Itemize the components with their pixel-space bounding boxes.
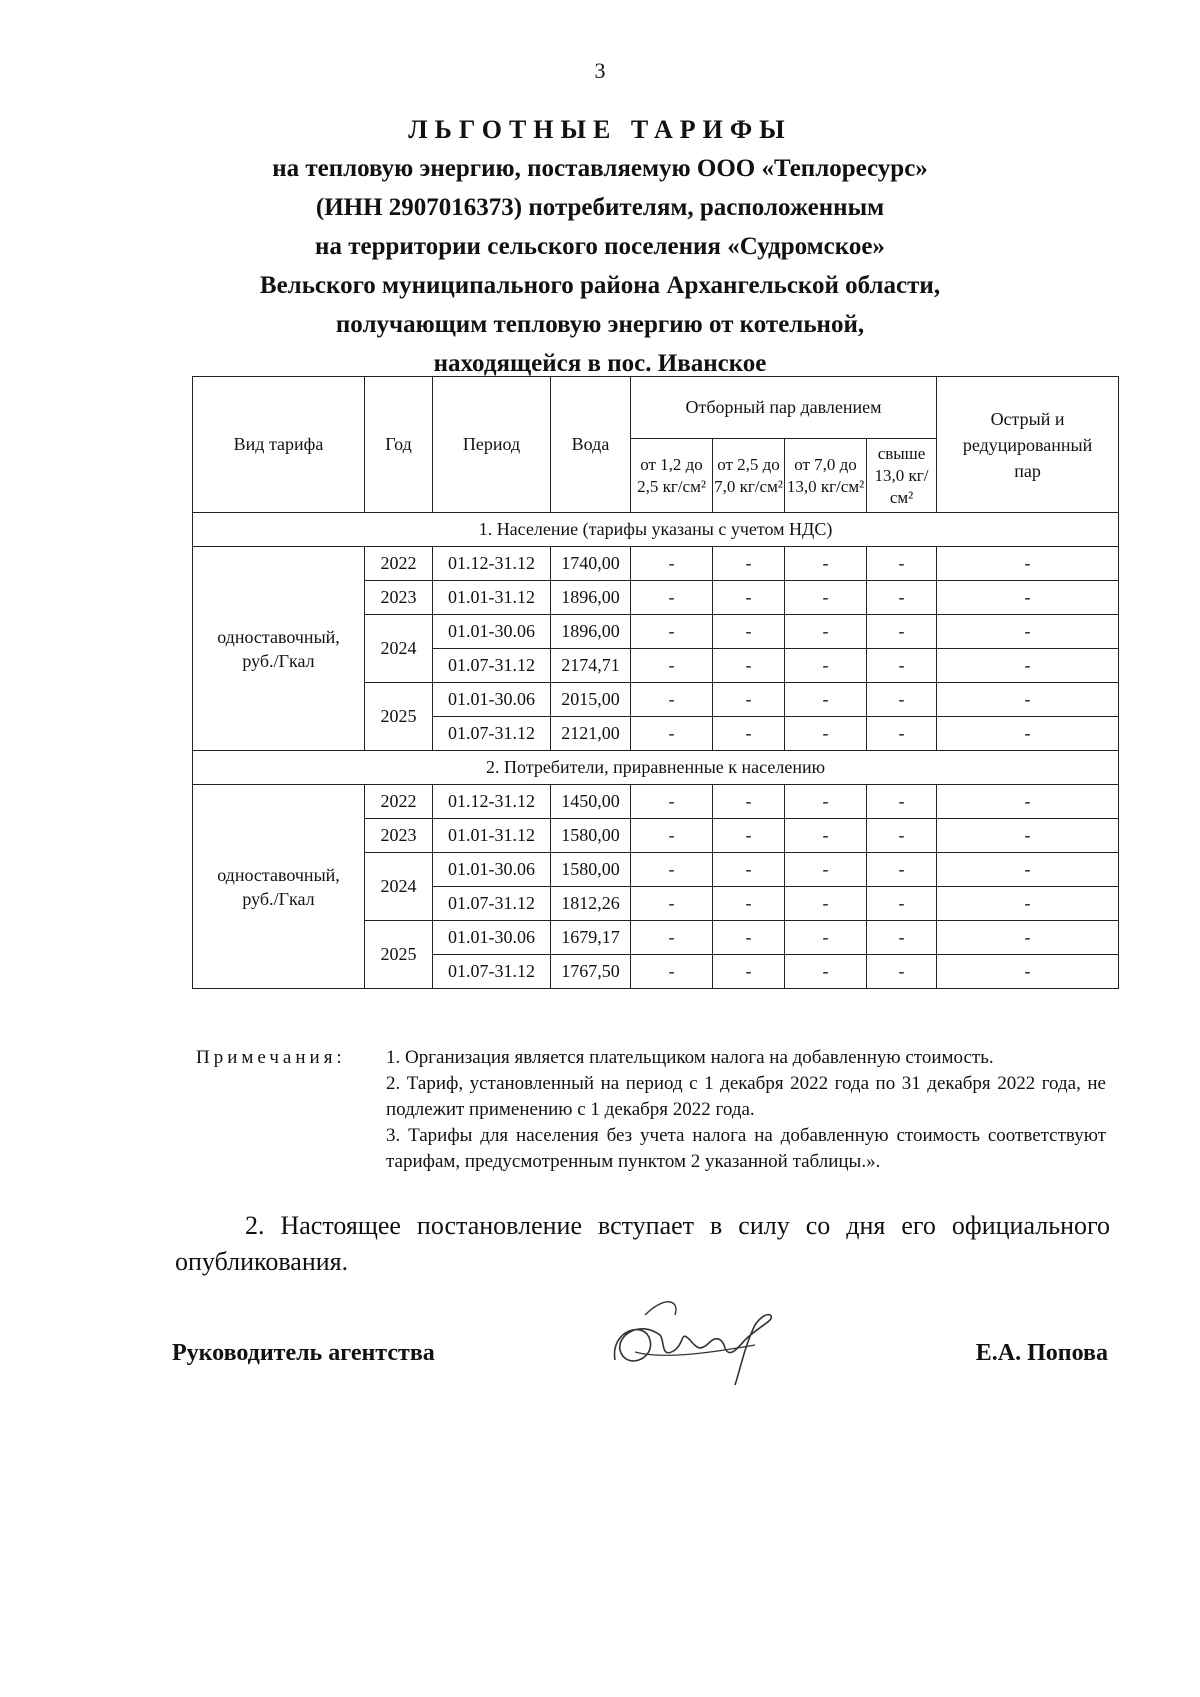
dash-cell: - bbox=[937, 717, 1119, 751]
dash-cell: - bbox=[937, 785, 1119, 819]
dash-cell: - bbox=[713, 581, 785, 615]
signer-title: Руководитель агентства bbox=[172, 1340, 435, 1366]
dash-cell: - bbox=[867, 887, 937, 921]
period-cell: 01.01-31.12 bbox=[433, 581, 551, 615]
dash-cell: - bbox=[785, 581, 867, 615]
decree-text: 2. Настоящее постановление вступает в силу со дня его официального опубликования. bbox=[175, 1211, 1110, 1276]
water-cell: 1896,00 bbox=[551, 581, 631, 615]
dash-cell: - bbox=[785, 683, 867, 717]
dash-cell: - bbox=[937, 819, 1119, 853]
header-sharp-steam: Острый и редуцированный пар bbox=[937, 377, 1119, 513]
period-cell: 01.12-31.12 bbox=[433, 785, 551, 819]
title-line: находящейся в пос. Иванское bbox=[433, 350, 767, 377]
water-cell: 1767,50 bbox=[551, 955, 631, 989]
note-item: 1. Организация является плательщиком налога на добавленную стоимость. bbox=[386, 1047, 994, 1068]
header-steam-col: от 2,5 до 7,0 кг/см² bbox=[713, 439, 785, 513]
dash-cell: - bbox=[867, 683, 937, 717]
water-cell: 1679,17 bbox=[551, 921, 631, 955]
water-cell: 1580,00 bbox=[551, 853, 631, 887]
dash-cell: - bbox=[937, 853, 1119, 887]
header-steam-col: от 1,2 до 2,5 кг/см² bbox=[631, 439, 713, 513]
section-row bbox=[193, 751, 1119, 785]
page-number: 3 bbox=[594, 58, 606, 83]
dash-cell: - bbox=[713, 853, 785, 887]
dash-cell: - bbox=[785, 921, 867, 955]
tariff-type-cell: одноставочный, руб./Гкал bbox=[193, 785, 365, 989]
year-cell: 2024 bbox=[365, 853, 433, 921]
dash-cell: - bbox=[785, 649, 867, 683]
dash-cell: - bbox=[937, 547, 1119, 581]
signature-image bbox=[605, 1290, 795, 1390]
dash-cell: - bbox=[785, 887, 867, 921]
table-row bbox=[193, 785, 1119, 819]
dash-cell: - bbox=[867, 785, 937, 819]
dash-cell: - bbox=[631, 887, 713, 921]
dash-cell: - bbox=[631, 921, 713, 955]
water-cell: 1450,00 bbox=[551, 785, 631, 819]
dash-cell: - bbox=[867, 649, 937, 683]
dash-cell: - bbox=[867, 547, 937, 581]
section-row bbox=[193, 513, 1119, 547]
dash-cell: - bbox=[631, 955, 713, 989]
header-steam-group: Отборный пар давлением bbox=[631, 377, 937, 439]
dash-cell: - bbox=[867, 819, 937, 853]
dash-cell: - bbox=[713, 683, 785, 717]
header-tariff-type: Вид тарифа bbox=[193, 377, 365, 513]
water-cell: 1740,00 bbox=[551, 547, 631, 581]
note-item: 2. Тариф, установленный на период с 1 декабря 2022 года по 31 декабря 2022 года, не подлежит применению с 1 декабря 2022 года. bbox=[386, 1073, 1106, 1120]
header-steam-col: от 7,0 до 13,0 кг/см² bbox=[785, 439, 867, 513]
notes-block bbox=[196, 1045, 1106, 1175]
tariff-table bbox=[192, 376, 1119, 989]
water-cell: 1812,26 bbox=[551, 887, 631, 921]
dash-cell: - bbox=[713, 785, 785, 819]
section-title: 1. Население (тарифы указаны с учетом НДС) bbox=[193, 513, 1119, 547]
dash-cell: - bbox=[867, 717, 937, 751]
year-cell: 2023 bbox=[365, 581, 433, 615]
period-cell: 01.01-30.06 bbox=[433, 615, 551, 649]
dash-cell: - bbox=[631, 547, 713, 581]
dash-cell: - bbox=[867, 955, 937, 989]
header-water: Вода bbox=[551, 377, 631, 513]
dash-cell: - bbox=[631, 649, 713, 683]
water-cell: 1580,00 bbox=[551, 819, 631, 853]
period-cell: 01.01-30.06 bbox=[433, 683, 551, 717]
year-cell: 2024 bbox=[365, 615, 433, 683]
dash-cell: - bbox=[867, 853, 937, 887]
dash-cell: - bbox=[713, 955, 785, 989]
dash-cell: - bbox=[867, 615, 937, 649]
dash-cell: - bbox=[785, 615, 867, 649]
dash-cell: - bbox=[937, 581, 1119, 615]
dash-cell: - bbox=[713, 547, 785, 581]
dash-cell: - bbox=[713, 819, 785, 853]
year-cell: 2025 bbox=[365, 921, 433, 989]
dash-cell: - bbox=[631, 717, 713, 751]
period-cell: 01.07-31.12 bbox=[433, 887, 551, 921]
dash-cell: - bbox=[785, 853, 867, 887]
title-line: получающим тепловую энергию от котельной, bbox=[335, 311, 865, 338]
header-year: Год bbox=[365, 377, 433, 513]
dash-cell: - bbox=[937, 683, 1119, 717]
water-cell: 2121,00 bbox=[551, 717, 631, 751]
water-cell: 1896,00 bbox=[551, 615, 631, 649]
header-steam-col: свыше 13,0 кг/см² bbox=[867, 439, 937, 513]
tariff-type-cell: одноставочный, руб./Гкал bbox=[193, 547, 365, 751]
dash-cell: - bbox=[937, 921, 1119, 955]
dash-cell: - bbox=[713, 717, 785, 751]
year-cell: 2025 bbox=[365, 683, 433, 751]
dash-cell: - bbox=[631, 853, 713, 887]
header-period: Период bbox=[433, 377, 551, 513]
dash-cell: - bbox=[631, 683, 713, 717]
dash-cell: - bbox=[631, 785, 713, 819]
period-cell: 01.12-31.12 bbox=[433, 547, 551, 581]
period-cell: 01.07-31.12 bbox=[433, 955, 551, 989]
water-cell: 2174,71 bbox=[551, 649, 631, 683]
title-line: Вельского муниципального района Архангельской области, bbox=[259, 272, 941, 299]
year-cell: 2022 bbox=[365, 785, 433, 819]
title-main: ЛЬГОТНЫЕ ТАРИФЫ bbox=[408, 115, 792, 144]
dash-cell: - bbox=[867, 581, 937, 615]
dash-cell: - bbox=[785, 547, 867, 581]
period-cell: 01.01-31.12 bbox=[433, 819, 551, 853]
dash-cell: - bbox=[713, 921, 785, 955]
title-line: (ИНН 2907016373) потребителям, расположенным bbox=[315, 194, 885, 221]
dash-cell: - bbox=[631, 581, 713, 615]
year-cell: 2022 bbox=[365, 547, 433, 581]
period-cell: 01.01-30.06 bbox=[433, 853, 551, 887]
section-title: 2. Потребители, приравненные к населению bbox=[193, 751, 1119, 785]
dash-cell: - bbox=[937, 955, 1119, 989]
dash-cell: - bbox=[937, 887, 1119, 921]
dash-cell: - bbox=[713, 887, 785, 921]
period-cell: 01.01-30.06 bbox=[433, 921, 551, 955]
dash-cell: - bbox=[785, 785, 867, 819]
title-line: на тепловую энергию, поставляемую ООО «Теплоресурс» bbox=[272, 155, 928, 182]
dash-cell: - bbox=[785, 717, 867, 751]
signer-name: Е.А. Попова bbox=[975, 1340, 1108, 1366]
dash-cell: - bbox=[937, 615, 1119, 649]
dash-cell: - bbox=[937, 649, 1119, 683]
dash-cell: - bbox=[785, 955, 867, 989]
water-cell: 2015,00 bbox=[551, 683, 631, 717]
period-cell: 01.07-31.12 bbox=[433, 649, 551, 683]
title-line: на территории сельского поселения «Судромское» bbox=[315, 233, 885, 260]
dash-cell: - bbox=[631, 615, 713, 649]
table-row bbox=[193, 547, 1119, 581]
dash-cell: - bbox=[631, 819, 713, 853]
notes-label: Примечания: bbox=[196, 1047, 346, 1068]
period-cell: 01.07-31.12 bbox=[433, 717, 551, 751]
dash-cell: - bbox=[867, 921, 937, 955]
notes-list bbox=[386, 1045, 1106, 1175]
dash-cell: - bbox=[785, 819, 867, 853]
year-cell: 2023 bbox=[365, 819, 433, 853]
dash-cell: - bbox=[713, 649, 785, 683]
dash-cell: - bbox=[713, 615, 785, 649]
document-title bbox=[150, 110, 1050, 383]
note-item: 3. Тарифы для населения без учета налога на добавленную стоимость соответствуют тарифам, предусмотренным пунктом 2 указанной таблицы.». bbox=[386, 1125, 1106, 1172]
tariff-table-body bbox=[193, 513, 1119, 989]
